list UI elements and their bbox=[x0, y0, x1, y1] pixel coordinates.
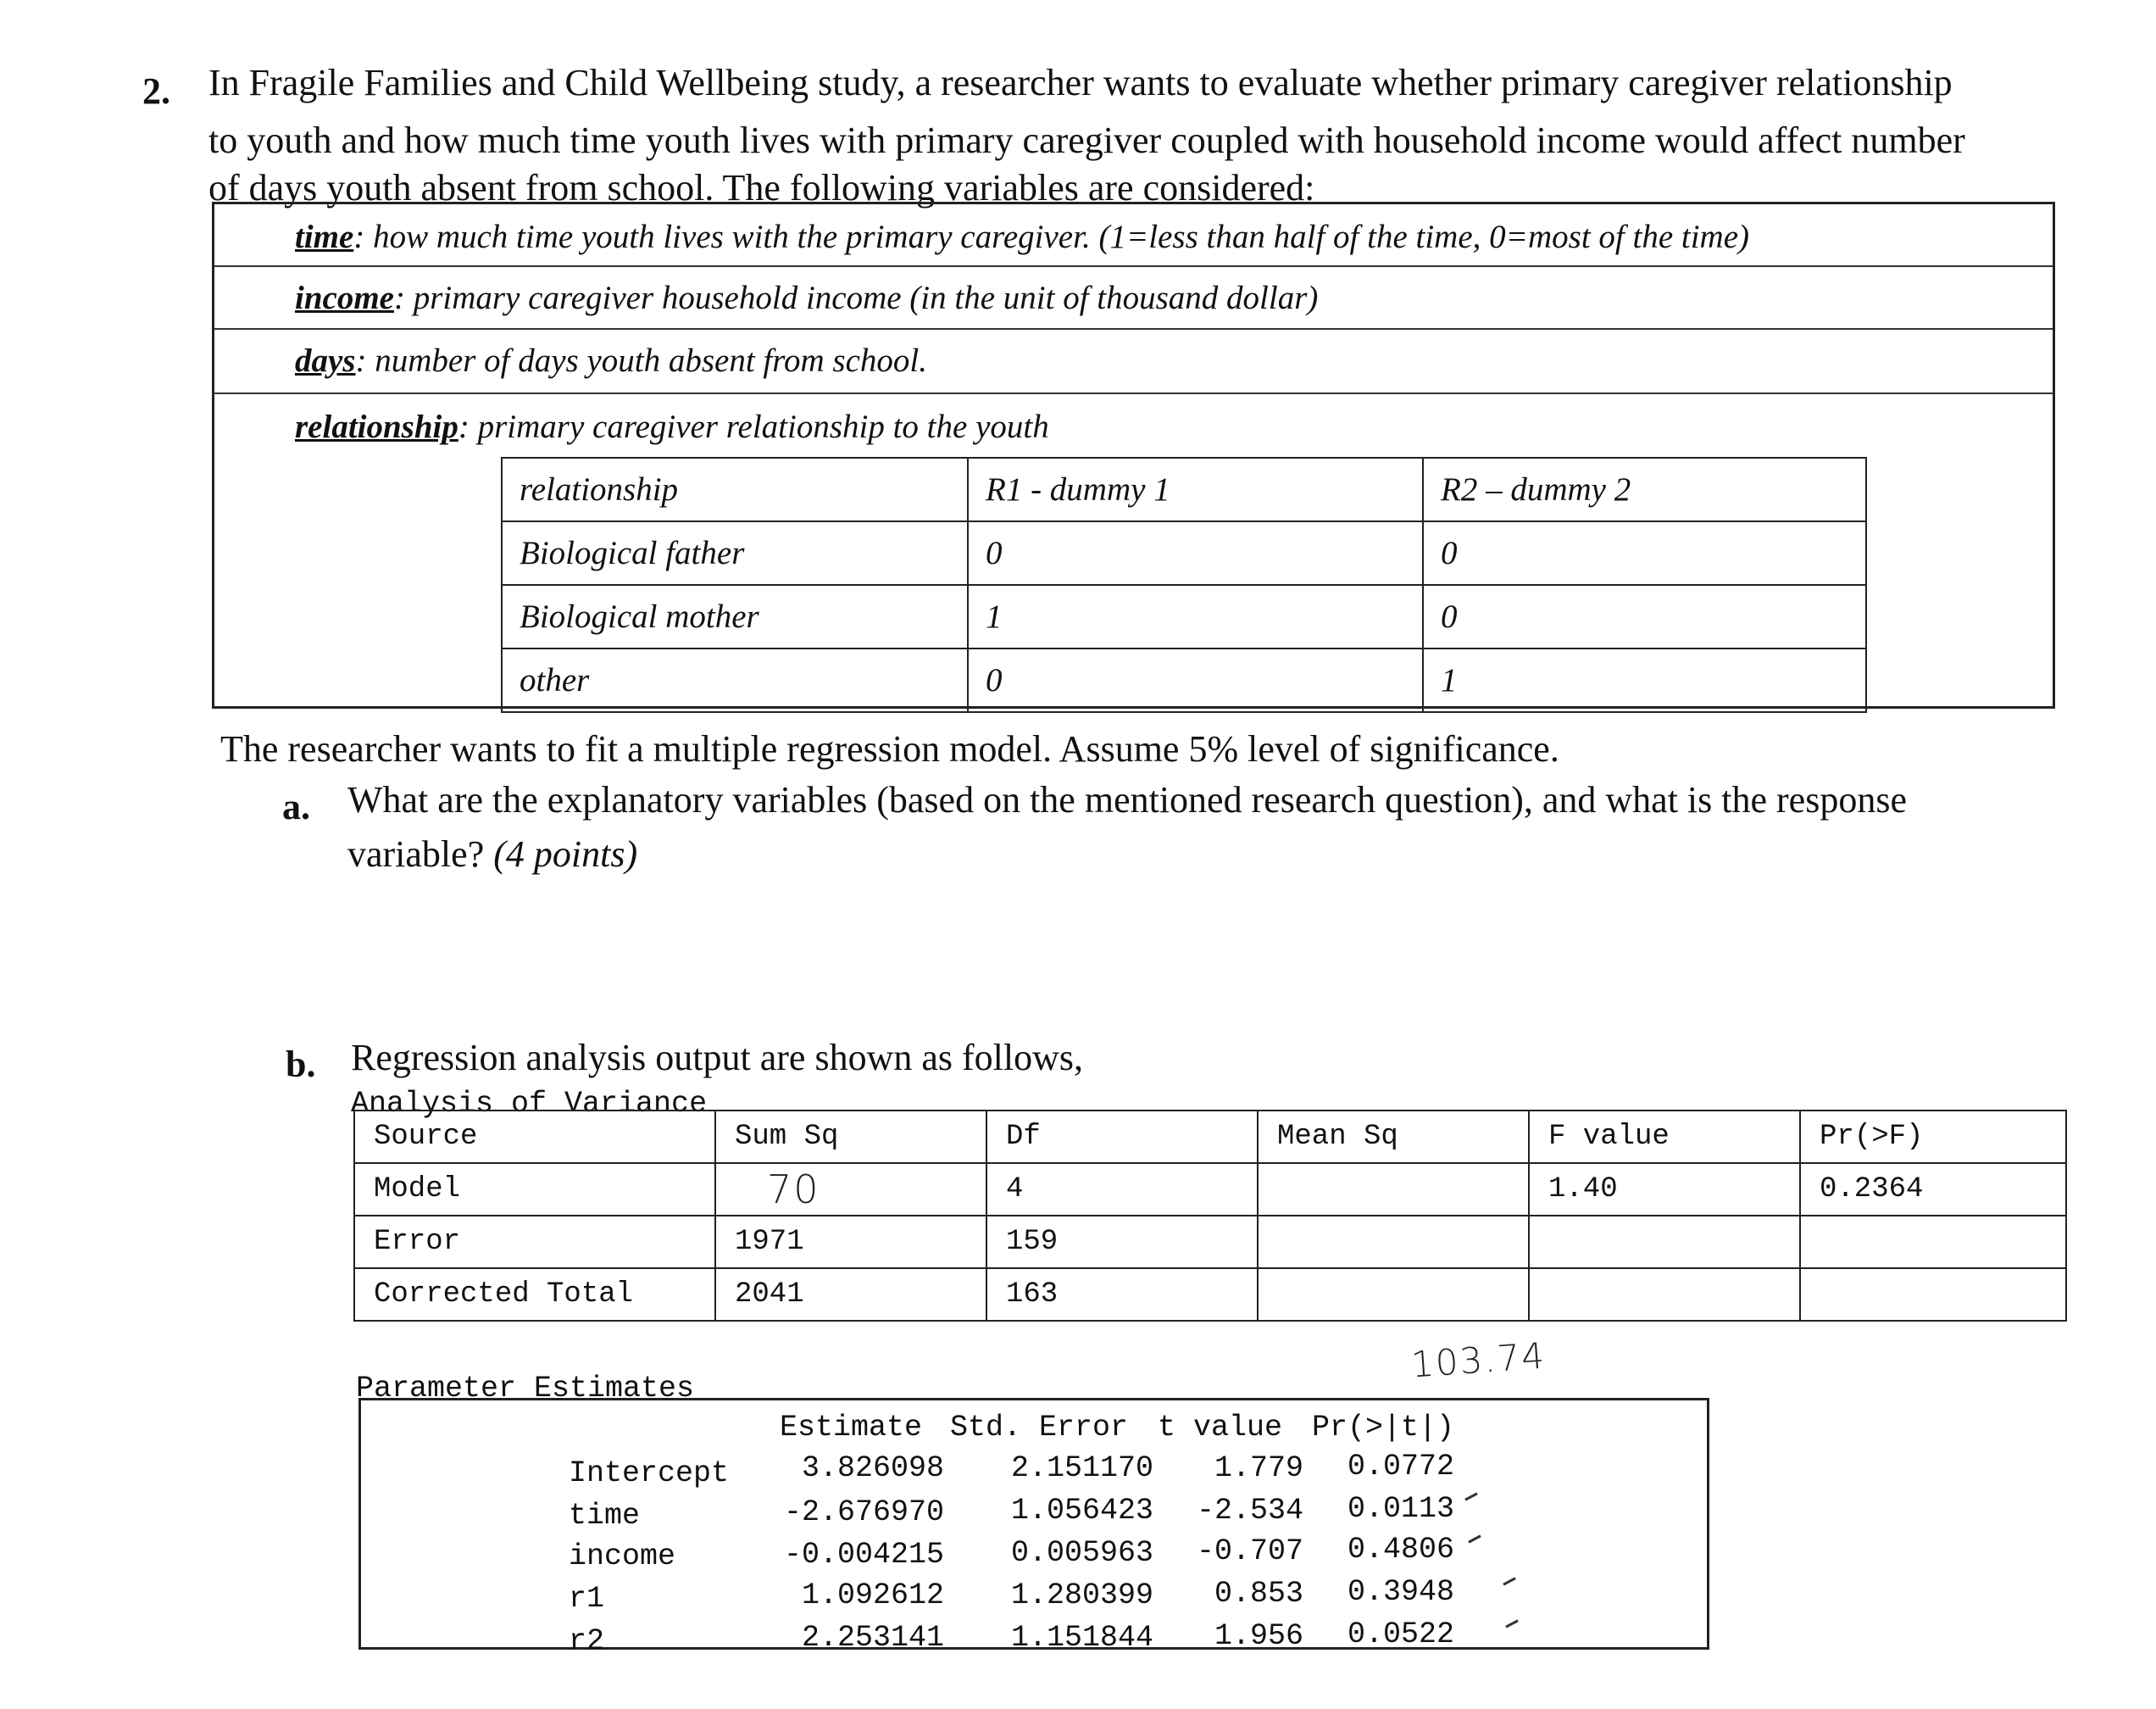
param-pvalue: 0.4806 bbox=[1347, 1533, 1454, 1567]
param-stderr: 0.005963 bbox=[1010, 1536, 1153, 1570]
variable-name: days bbox=[295, 342, 356, 379]
variable-name: relationship bbox=[295, 409, 458, 445]
anova-header-cell: Mean Sq bbox=[1258, 1111, 1529, 1163]
param-header: Estimate bbox=[780, 1411, 923, 1445]
param-label: time bbox=[569, 1499, 641, 1533]
part-a-points: (4 points) bbox=[493, 833, 638, 875]
param-pvalue: 0.3948 bbox=[1347, 1575, 1454, 1609]
param-tvalue: -2.534 bbox=[1196, 1494, 1303, 1528]
param-estimate: -0.004215 bbox=[783, 1538, 944, 1572]
anova-header-cell: Source bbox=[354, 1111, 715, 1163]
anova-row bbox=[354, 1216, 2066, 1268]
param-label: income bbox=[569, 1539, 676, 1573]
anova-row bbox=[354, 1268, 2066, 1321]
anova-cell: 4 bbox=[986, 1163, 1258, 1216]
param-pvalue: 0.0113 bbox=[1347, 1492, 1454, 1526]
variable-row-time bbox=[214, 204, 2053, 267]
variable-row-days bbox=[214, 330, 2053, 394]
anova-header-cell: Sum Sq bbox=[715, 1111, 986, 1163]
variables-box bbox=[212, 202, 2055, 709]
anova-cell: 1971 bbox=[715, 1216, 986, 1268]
dummy-cell: other bbox=[502, 649, 968, 712]
anova-cell bbox=[1258, 1268, 1529, 1321]
dummy-cell: Biological father bbox=[502, 521, 968, 585]
dummy-table-row bbox=[502, 649, 1866, 712]
question-line-3: of days youth absent from school. The following variables are considered: bbox=[208, 167, 1315, 209]
param-header: Pr(>|t|) bbox=[1312, 1411, 1455, 1445]
question-number: 2. bbox=[142, 70, 170, 112]
dummy-header-cell: relationship bbox=[502, 458, 968, 521]
anova-cell-handwritten: 70 bbox=[715, 1163, 986, 1216]
dummy-cell: 1 bbox=[1423, 649, 1866, 712]
anova-cell: 2041 bbox=[715, 1268, 986, 1321]
anova-header-cell: F value bbox=[1529, 1111, 1800, 1163]
dummy-table-row bbox=[502, 585, 1866, 649]
param-tvalue: 1.779 bbox=[1214, 1451, 1303, 1485]
param-header: Std. Error bbox=[950, 1411, 1129, 1445]
dummy-table-header bbox=[502, 458, 1866, 521]
variable-desc: : primary caregiver household income (in the unit of thousand dollar) bbox=[393, 280, 1319, 316]
model-intro: The researcher wants to fit a multiple regression model. Assume 5% level of significance. bbox=[220, 728, 1559, 770]
dummy-cell: 0 bbox=[1423, 585, 1866, 649]
param-tvalue: 0.853 bbox=[1214, 1577, 1303, 1611]
param-pvalue: 0.0522 bbox=[1347, 1617, 1454, 1651]
dummy-cell: 0 bbox=[968, 521, 1423, 585]
param-stderr: 1.151844 bbox=[1010, 1621, 1153, 1655]
dummy-table-row bbox=[502, 521, 1866, 585]
dummy-cell: 0 bbox=[968, 649, 1423, 712]
anova-cell bbox=[1529, 1216, 1800, 1268]
anova-cell bbox=[1800, 1216, 2066, 1268]
anova-cell: Corrected Total bbox=[354, 1268, 715, 1321]
anova-cell: 0.2364 bbox=[1800, 1163, 2066, 1216]
param-title: Parameter Estimates bbox=[356, 1372, 695, 1406]
anova-cell bbox=[1258, 1216, 1529, 1268]
param-estimate: -2.676970 bbox=[783, 1495, 944, 1529]
variable-desc: : primary caregiver relationship to the youth bbox=[458, 409, 1049, 445]
param-estimate: 1.092612 bbox=[801, 1578, 944, 1612]
handwritten-note: 103.74 bbox=[1409, 1334, 1548, 1386]
variable-desc: : number of days youth absent from school. bbox=[355, 342, 927, 379]
anova-cell bbox=[1529, 1268, 1800, 1321]
anova-cell bbox=[1258, 1163, 1529, 1216]
variable-desc: : how much time youth lives with the primary caregiver. (1=less than half of the time, 0=most of the time) bbox=[353, 219, 1750, 255]
anova-header-cell: Pr(>F) bbox=[1800, 1111, 2066, 1163]
anova-title: Analysis of Variance bbox=[351, 1087, 708, 1121]
dummy-cell: 0 bbox=[1423, 521, 1866, 585]
param-estimate: 3.826098 bbox=[801, 1451, 944, 1485]
dummy-header-cell: R2 – dummy 2 bbox=[1423, 458, 1866, 521]
param-estimate: 2.253141 bbox=[801, 1621, 944, 1655]
dummy-coding-table bbox=[501, 457, 1867, 713]
part-a-label: a. bbox=[282, 786, 310, 827]
param-stderr: 1.056423 bbox=[1010, 1494, 1153, 1528]
variable-name: income bbox=[295, 280, 394, 316]
param-stderr: 1.280399 bbox=[1010, 1578, 1153, 1612]
part-a-line-2 bbox=[347, 832, 637, 876]
anova-header-cell: Df bbox=[986, 1111, 1258, 1163]
anova-cell: 1.40 bbox=[1529, 1163, 1800, 1216]
question-line-1: In Fragile Families and Child Wellbeing study, a researcher wants to evaluate whether primary caregiver relationship bbox=[208, 62, 1953, 103]
dummy-cell: Biological mother bbox=[502, 585, 968, 649]
param-pvalue: 0.0772 bbox=[1347, 1450, 1454, 1484]
param-header: t value bbox=[1158, 1411, 1283, 1445]
question-line-2: to youth and how much time youth lives with primary caregiver coupled with household income would affect number bbox=[208, 120, 1965, 161]
param-tvalue: 1.956 bbox=[1214, 1619, 1303, 1653]
dummy-header-cell: R1 - dummy 1 bbox=[968, 458, 1423, 521]
part-a-text: variable? bbox=[347, 833, 494, 875]
part-b-label: b. bbox=[286, 1044, 316, 1085]
param-label: r1 bbox=[569, 1582, 605, 1616]
dummy-cell: 1 bbox=[968, 585, 1423, 649]
anova-row bbox=[354, 1163, 2066, 1216]
param-tvalue: -0.707 bbox=[1196, 1534, 1303, 1568]
anova-cell: Model bbox=[354, 1163, 715, 1216]
part-b-text: Regression analysis output are shown as follows, bbox=[351, 1037, 1083, 1078]
anova-header-row bbox=[354, 1111, 2066, 1163]
param-estimates-box bbox=[358, 1398, 1709, 1658]
anova-cell: 159 bbox=[986, 1216, 1258, 1268]
variable-name: time bbox=[295, 219, 354, 255]
variable-row-income bbox=[214, 267, 2053, 330]
part-a-line-1: What are the explanatory variables (based on the mentioned research question), and what is the response bbox=[347, 779, 1907, 821]
param-label: Intercept bbox=[569, 1456, 730, 1490]
param-label: r2 bbox=[569, 1624, 605, 1658]
anova-cell: 163 bbox=[986, 1268, 1258, 1321]
anova-cell bbox=[1800, 1268, 2066, 1321]
anova-table bbox=[353, 1110, 2067, 1322]
anova-cell: Error bbox=[354, 1216, 715, 1268]
param-stderr: 2.151170 bbox=[1010, 1451, 1153, 1485]
